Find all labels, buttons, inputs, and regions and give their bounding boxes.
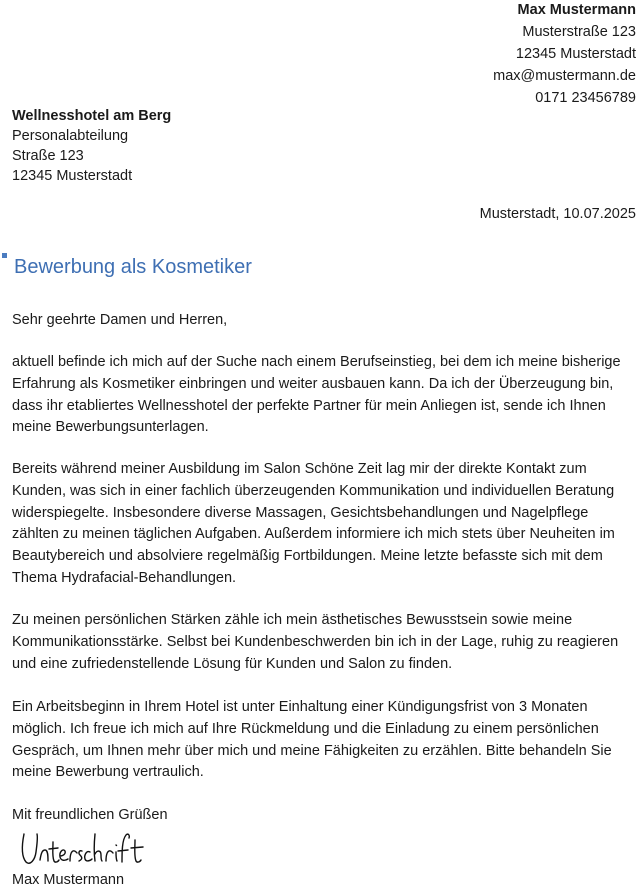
recipient-department: Personalabteilung [12,128,129,144]
body-paragraph-1: aktuell befinde ich mich auf der Suche nach einem Berufseinstieg, bei dem ich meine bisherige Erfahrung als Kosmetiker einbringen und weiter ausbauen kann. Da ich der Überzeugung bin, dass ihr etabliertes Wellnesshotel der perfekte Partner für mein Anliegen ist, sende ich Ihnen meine Bewerbungsunterlagen. [12,354,621,436]
closing: Mit freundlichen Grüßen [12,807,168,823]
body-paragraph-4: Ein Arbeitsbeginn in Ihrem Hotel ist unter Einhaltung einer Kündigungsfrist von 3 Monaten möglich. Ich freue ich mich auf Ihre Rückmeldung und die Einladung zu einem persönlichen Gespräch, um Ihnen mehr über mich und meine Fähigkeiten zu erzählen. Bitte behandeln Sie meine Bewerbung vertraulich. [12,699,612,781]
recipient-city: 12345 Musterstadt [12,168,133,184]
sender-phone: 0171 23456789 [535,90,636,106]
salutation: Sehr geehrte Damen und Herren, [12,312,228,328]
handwritten-signature [18,826,148,872]
sender-block [493,0,636,109]
sender-name: Max Mustermann [517,2,636,18]
body-paragraph-3: Zu meinen persönlichen Stärken zähle ich mein ästhetisches Bewusstsein sowie meine Kommunikationsstärke. Selbst bei Kundenbeschwerden bin ich in der Lage, ruhig zu reagieren und eine zufriedenstellende Lösung für Kunden und Salon zu finden. [12,612,619,672]
subject-heading: Bewerbung als Kosmetiker [14,256,252,278]
subject-marker [2,253,7,258]
date-line: Musterstadt, 10.07.2025 [479,206,636,222]
signer-name: Max Mustermann [12,872,125,888]
recipient-company: Wellnesshotel am Berg [12,108,172,124]
recipient-block [12,106,171,186]
body-paragraph-2: Bereits während meiner Ausbildung im Salon Schöne Zeit lag mir der direkte Kontakt zum Kunden, was sich in einer fachlich überzeugenden Kommunikation und individuellen Beratung widerspiegelte. Insbesondere diverse Massagen, Gesichtsbehandlungen und Nagelpflege zählten zu meinen täglichen Aufgaben. Außerdem informiere ich mich stets über Neuheiten im Beautybereich und absolviere regelmäßig Fortbildungen. Meine letzte befasste sich mit dem Thema Hydrafacial-Behandlungen. [12,461,615,586]
recipient-street: Straße 123 [12,148,84,164]
sender-email: max@mustermann.de [493,68,636,84]
sender-street: Musterstraße 123 [522,24,636,40]
sender-city: 12345 Musterstadt [515,46,636,62]
